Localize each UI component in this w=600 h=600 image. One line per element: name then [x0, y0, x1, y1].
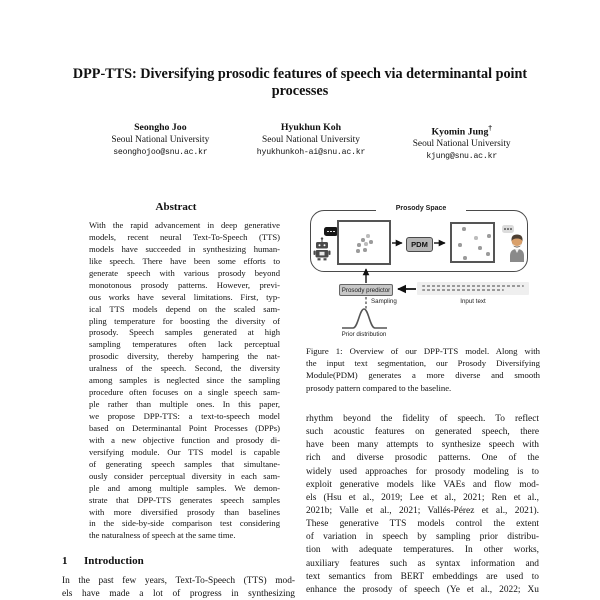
author-1 — [85, 122, 236, 163]
illegible-text-line — [422, 285, 524, 287]
author-email: seonghojoo@snu.ac.kr — [113, 147, 208, 157]
title-line-1: DPP-TTS: Diversifying prosodic features of speech via determinantal point — [72, 66, 528, 82]
pdm-box: PDM — [406, 237, 433, 252]
abstract-heading: Abstract — [155, 201, 197, 213]
prior-distribution-label: Prior distribution — [341, 331, 387, 338]
author-affiliation: Seoul National University — [111, 135, 210, 145]
scatter-dot — [462, 227, 466, 231]
abstract-text: With the rapid advancement in deep generative models, recent neural Text-To-Speech (TTS) models have succeeded in synthesizing human- like speech. There have been some efforts to generate speech with various prosody beyond monotonous prosody patterns. However, previ- ous works have several limitations. First, typ- ical TTS models depend on the scaled sam- pling temperature for boosting the diversity of prosody. Speech samples generated at high sampling temperatures often lack perceptual prosodic diversity, thereby hampering the nat- uralness of the speech. Second, the diversity among samples is neglected since the sampling procedure often focuses on a single speech sam- ple rather than multiple ones. In this paper, we propose DPP-TTS: a text-to-speech model based on Determinantal Point Processes (DPPs) with a new objective function and prosody di- versifying module. Our TTS model is capable of generating speech samples that simultane- ously consider perceptual diversity in each sam- ple and among multiple samples. We demon- strate that DPP-TTS generates speech samples with more diversified prosody than baselines in the side-by-side comparison test considering the naturalness of speech at the same time. — [89, 220, 280, 541]
author-name: Seongho Joo — [134, 122, 187, 133]
author-name: Kyomin Jung† — [431, 124, 492, 138]
section-heading-introduction — [62, 555, 144, 567]
scatter-dot — [363, 248, 367, 252]
author-email: hyukhunkoh-ai@snu.ac.kr — [256, 147, 366, 157]
author-2 — [236, 122, 387, 163]
scatter-dot — [463, 256, 467, 260]
figure-caption: Figure 1: Overview of our DPP-TTS model. Along with the input text segmentation, our Prosody Diversifying Module(PDM) generates a more diverse and smooth prosody pattern compared to the baseline. — [306, 346, 540, 393]
author-block — [85, 122, 537, 163]
illegible-text-line — [422, 289, 504, 291]
introduction-text: In the past few years, Text-To-Speech (TTS) mod- els have made a lot of progress in synthesizing — [62, 576, 295, 599]
gaussian-curve-icon — [342, 309, 387, 328]
prosody-space-label: Prosody Space — [376, 205, 466, 212]
author-affiliation: Seoul National University — [412, 139, 511, 150]
sampling-label: Sampling — [371, 298, 397, 305]
scatter-dot — [364, 242, 368, 246]
author-email: kjung@snu.ac.kr — [426, 151, 498, 161]
scatter-dot — [478, 246, 482, 250]
author-dagger-mark: † — [488, 124, 492, 132]
scatter-dot — [366, 234, 370, 238]
section-title: Introduction — [84, 555, 144, 567]
right-column-text: rhythm beyond the fidelity of speech. To reflect such acoustic features on generated speech, there have been many attempts to synthesize speech with rich and diverse prosodic patterns. One of the widely used approaches for prosody modeling is to exploit generative models like VAEs and flow mod- els (Hsu et al., 2019; Lee et al., 2021; Ren et al., 2021b; Valle et al., 2021; Vallés-Pérez et al., 2021). These generative TTS models control the extent of variation in speech by sampling prior distribu- tion with adequate temperatures. In other works, auxiliary features such as syntax information and text semantics from BERT embeddings are used to enhance the prosody of speech (Ye et al., 2022; Xu — [306, 414, 539, 595]
scatter-dot — [486, 252, 490, 256]
scatter-dot — [369, 240, 373, 244]
robot-speech-bubble-icon — [324, 227, 338, 236]
input-text-box — [417, 282, 529, 295]
prosody-sample-box-baseline — [337, 220, 391, 265]
author-affiliation: Seoul National University — [262, 135, 360, 145]
scatter-dot — [474, 236, 478, 240]
title-line-2: processes — [271, 82, 329, 99]
input-text-label: Input text — [460, 298, 486, 305]
prosody-predictor-box: Prosody predictor — [339, 284, 393, 296]
person-icon — [506, 232, 528, 267]
robot-icon — [313, 237, 331, 266]
scatter-dot — [357, 243, 361, 247]
scatter-dot — [361, 238, 365, 242]
scatter-dot — [356, 249, 360, 253]
section-number: 1 — [62, 555, 68, 567]
author-name: Hyukhun Koh — [280, 122, 342, 133]
prosody-sample-box-diverse — [450, 222, 495, 263]
scatter-dot — [487, 234, 491, 238]
scatter-dot — [458, 243, 462, 247]
author-3 — [386, 122, 537, 163]
figure-1 — [306, 198, 540, 344]
page-title — [0, 66, 600, 99]
